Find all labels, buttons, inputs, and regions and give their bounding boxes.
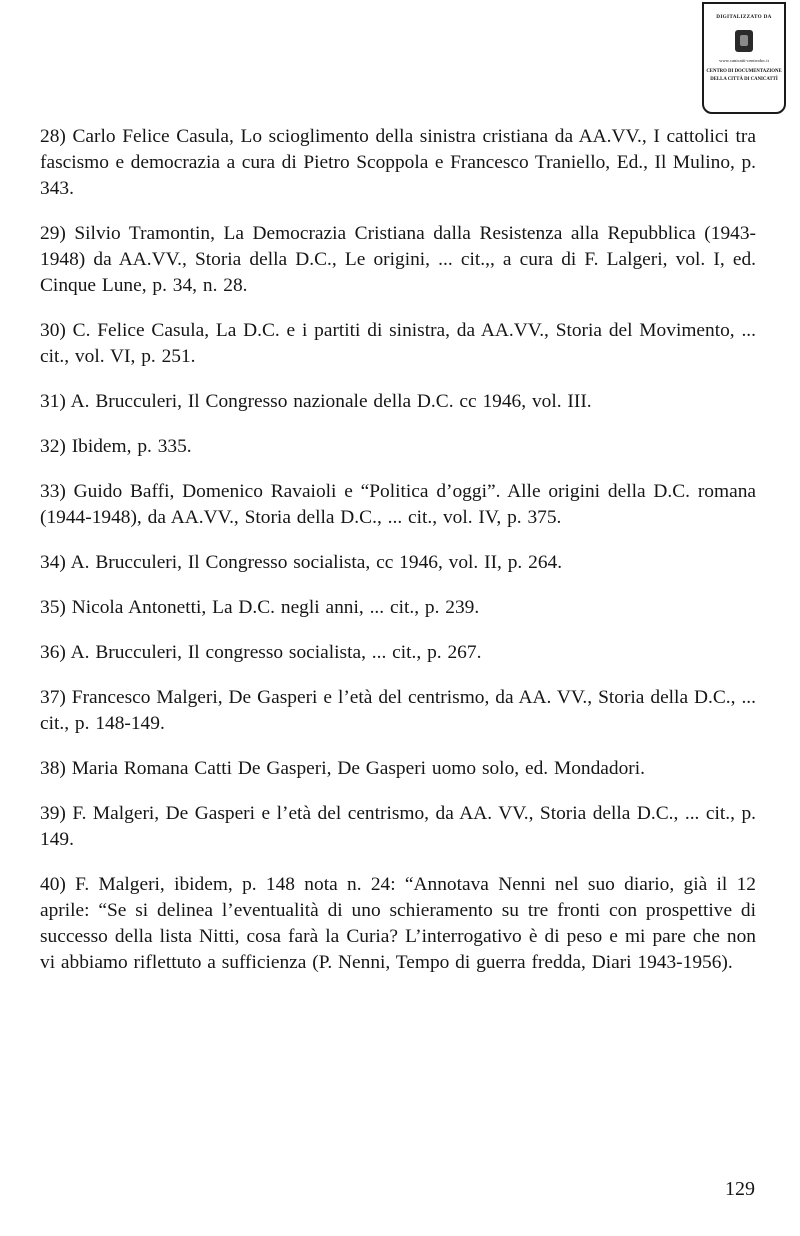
footnote-31: 31) A. Brucculeri, Il Congresso nazionale della D.C. cc 1946, vol. III. xyxy=(40,391,592,412)
footnote-33: 33) Guido Baffi, Domenico Ravaioli e “Politica d’oggi”. Alle origini della D.C. romana (1944-1948), da AA.VV., Storia della D.C., ... cit., vol. IV, p. 375. xyxy=(40,481,756,528)
stamp-line-1: CENTRO DI DOCUMENTAZIONE xyxy=(706,69,782,74)
stamp-line-2: DELLA CITTÀ DI CANICATTÌ xyxy=(710,77,778,82)
footnote-29: 29) Silvio Tramontin, La Democrazia Cristiana dalla Resistenza alla Repubblica (1943-1948) da AA.VV., Storia della D.C., Le origini, ... cit.,, a cura di F. Lalgeri, vol. I, ed. Cinque Lune, p. 34, n. 28. xyxy=(40,223,756,296)
footnote-28: 28) Carlo Felice Casula, Lo scioglimento della sinistra cristiana da AA.VV., I cattolici tra fascismo e democrazia a cura di Pietro Scoppola e Francesco Traniello, Ed., Il Mulino, p. 343. xyxy=(40,126,756,199)
stamp-url: www.canicatti-centrodoc.it xyxy=(719,58,769,63)
footnote-30: 30) C. Felice Casula, La D.C. e i partiti di sinistra, da AA.VV., Storia del Movimento, ... cit., vol. VI, p. 251. xyxy=(40,320,756,367)
archive-logo-icon xyxy=(735,30,753,52)
footnote-40: 40) F. Malgeri, ibidem, p. 148 nota n. 24: “Annotava Nenni nel suo diario, già il 12 aprile: “Se si delinea l’eventualità di uno schieramento su tre fronti con prospettive di successo della lista Nitti, cosa farà la Curia? L’interrogativo è di peso e mi pare che non vi abbiamo riflettuto a sufficienza (P. Nenni, Tempo di guerra fredda, Diari 1943-1956). xyxy=(40,874,756,973)
page-number: 129 xyxy=(725,1178,755,1200)
footnote-37: 37) Francesco Malgeri, De Gasperi e l’età del centrismo, da AA. VV., Storia della D.C., ... cit., p. 148-149. xyxy=(40,687,756,734)
digitization-stamp xyxy=(702,2,786,114)
footnote-32: 32) Ibidem, p. 335. xyxy=(40,436,192,457)
footnote-38: 38) Maria Romana Catti De Gasperi, De Gasperi uomo solo, ed. Mondadori. xyxy=(40,758,645,779)
stamp-header: DIGITALIZZATO DA xyxy=(716,14,772,20)
footnote-36: 36) A. Brucculeri, Il congresso socialista, ... cit., p. 267. xyxy=(40,642,482,663)
footnote-34: 34) A. Brucculeri, Il Congresso socialista, cc 1946, vol. II, p. 264. xyxy=(40,552,563,573)
footnotes-list xyxy=(40,124,756,995)
footnote-39: 39) F. Malgeri, De Gasperi e l’età del centrismo, da AA. VV., Storia della D.C., ... cit., p. 149. xyxy=(40,803,756,850)
footnote-35: 35) Nicola Antonetti, La D.C. negli anni, ... cit., p. 239. xyxy=(40,597,480,618)
